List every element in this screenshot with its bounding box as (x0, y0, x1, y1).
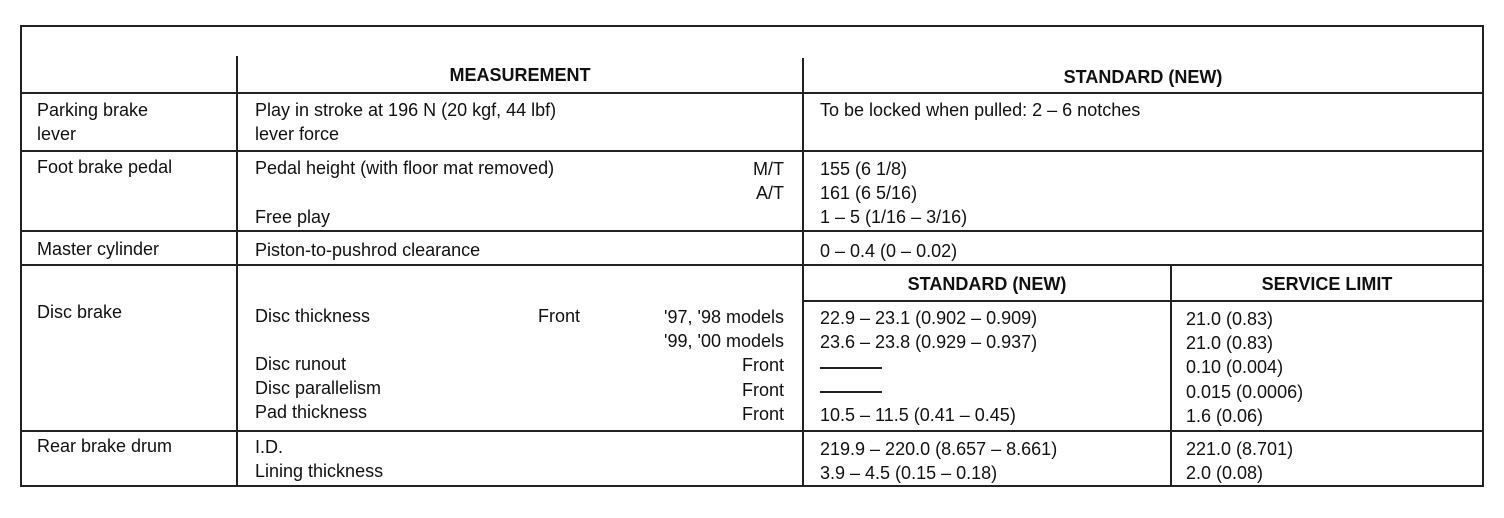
disc-parallelism-limit: 0.015 (0.0006) (1186, 382, 1304, 402)
service-limit-subheader: SERVICE LIMIT (1261, 274, 1393, 294)
models-99-00-label: '99, '00 models (664, 331, 784, 351)
disc-runout-label: Disc runout (255, 354, 347, 374)
pushrod-clearance-value: 0 – 0.4 (0 – 0.02) (820, 241, 958, 261)
table-border-top (20, 25, 1484, 27)
lining-thickness-label: Lining thickness (255, 461, 384, 481)
pad-thickness-limit: 1.6 (0.06) (1186, 406, 1264, 426)
parking-measurement-line2: lever force (255, 124, 340, 144)
disc-thickness-97-98-standard: 22.9 – 23.1 (0.902 – 0.909) (820, 308, 1038, 328)
drum-id-label: I.D. (255, 437, 284, 457)
master-cylinder-label: Master cylinder (37, 239, 160, 259)
disc-runout-standard-dash (820, 367, 882, 369)
pushrod-clearance-label: Piston-to-pushrod clearance (255, 240, 481, 260)
disc-standard-new-subheader: STANDARD (NEW) (907, 274, 1067, 294)
table-border-left (20, 25, 22, 487)
pad-thickness-standard: 10.5 – 11.5 (0.41 – 0.45) (820, 405, 1016, 425)
standard-new-header: STANDARD (NEW) (1063, 67, 1223, 87)
drum-id-limit: 221.0 (8.701) (1186, 439, 1294, 459)
disc-thickness-99-00-limit: 21.0 (0.83) (1186, 333, 1274, 353)
row-divider-disc-subheader (802, 300, 1484, 302)
pedal-height-label: Pedal height (with floor mat removed) (255, 158, 555, 178)
pad-thickness-label: Pad thickness (255, 402, 368, 422)
disc-brake-label: Disc brake (37, 302, 123, 322)
row-divider-master (20, 264, 1484, 266)
lining-thickness-limit: 2.0 (0.08) (1186, 463, 1264, 483)
mt-label: M/T (753, 159, 784, 179)
row-divider-header (20, 92, 1484, 94)
disc-thickness-97-98-limit: 21.0 (0.83) (1186, 309, 1274, 329)
row-divider-foot (20, 230, 1484, 232)
disc-parallelism-front-label: Front (741, 380, 784, 400)
column-divider-item (236, 56, 238, 487)
free-play-label: Free play (255, 207, 331, 227)
foot-brake-pedal-label: Foot brake pedal (37, 157, 173, 177)
free-play-value: 1 – 5 (1/16 – 3/16) (820, 207, 968, 227)
disc-parallelism-label: Disc parallelism (255, 378, 382, 398)
pedal-height-at-value: 161 (6 5/16) (820, 183, 918, 203)
drum-id-standard: 219.9 – 220.0 (8.657 – 8.661) (820, 439, 1058, 459)
lining-thickness-standard: 3.9 – 4.5 (0.15 – 0.18) (820, 463, 998, 483)
parking-brake-label-line2: lever (37, 124, 77, 144)
disc-runout-front-label: Front (741, 355, 784, 375)
pad-thickness-front-label: Front (741, 404, 784, 424)
disc-runout-limit: 0.10 (0.004) (1186, 357, 1284, 377)
disc-thickness-front-label: Front (538, 306, 581, 326)
measurement-header: MEASUREMENT (449, 65, 591, 85)
at-label: A/T (755, 183, 784, 203)
table-border-bottom (20, 485, 1484, 487)
pedal-height-mt-value: 155 (6 1/8) (820, 159, 908, 179)
row-divider-disc (20, 430, 1484, 432)
rear-brake-drum-label: Rear brake drum (37, 436, 173, 456)
disc-thickness-99-00-standard: 23.6 – 23.8 (0.929 – 0.937) (820, 332, 1038, 352)
parking-standard-value: To be locked when pulled: 2 – 6 notches (820, 100, 1141, 120)
disc-parallelism-standard-dash (820, 391, 882, 393)
row-divider-parking (20, 150, 1484, 152)
models-97-98-label: '97, '98 models (664, 307, 784, 327)
table-border-right (1482, 25, 1484, 487)
disc-thickness-label: Disc thickness (255, 306, 371, 326)
parking-brake-label-line1: Parking brake (37, 100, 149, 120)
parking-measurement-line1: Play in stroke at 196 N (20 kgf, 44 lbf) (255, 100, 557, 120)
